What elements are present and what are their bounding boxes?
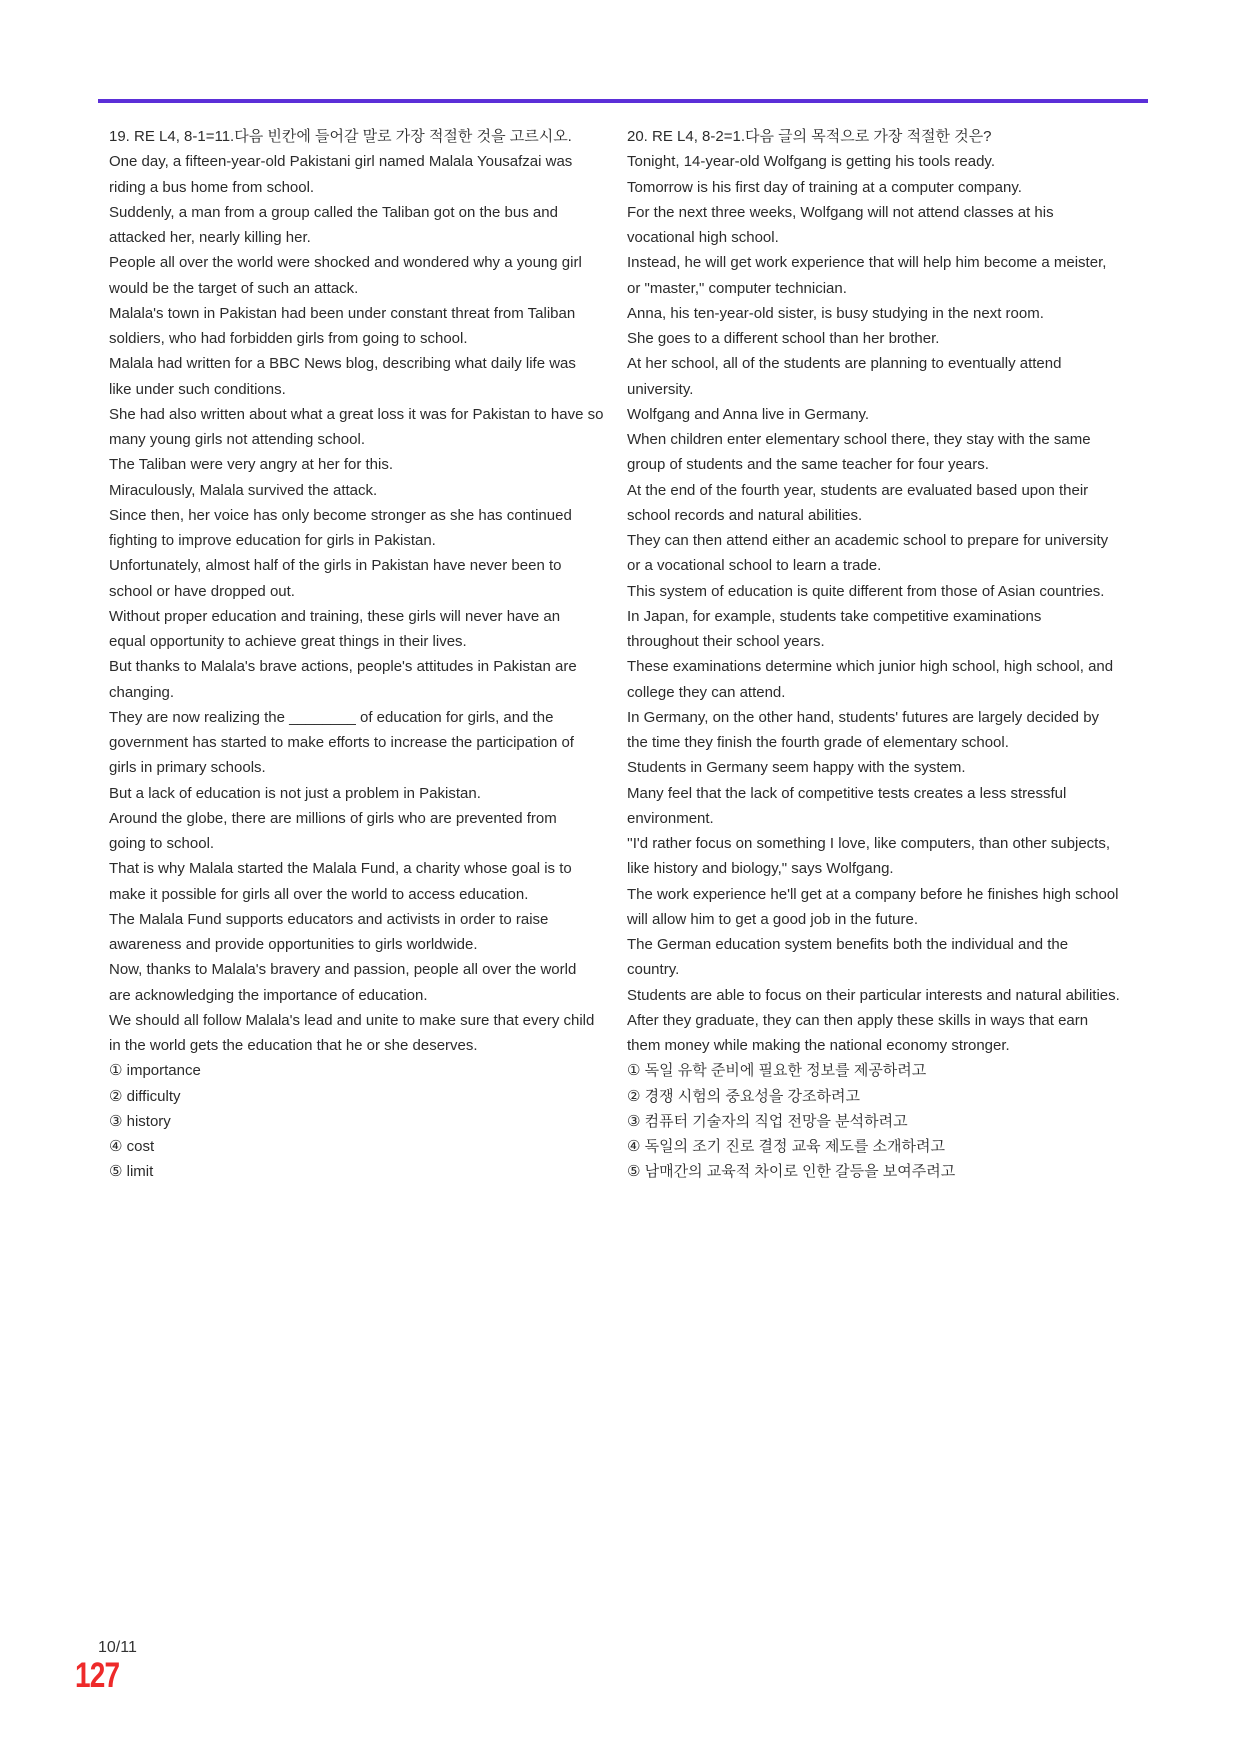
passage-line: Suddenly, a man from a group called the Taliban got on the bus and xyxy=(109,203,558,221)
passage-sentence xyxy=(627,882,1187,933)
choice-3: ③ history xyxy=(109,1112,171,1130)
question-20 xyxy=(627,124,1187,1185)
passage-line: The work experience he'll get at a company before he finishes high school xyxy=(627,885,1119,903)
passage xyxy=(627,149,1187,1058)
passage-sentence xyxy=(627,250,1187,301)
passage-line: Wolfgang and Anna live in Germany. xyxy=(627,405,870,423)
passage-line: or "master," computer technician. xyxy=(627,279,847,297)
passage-line: are acknowledging the importance of education. xyxy=(109,986,428,1004)
passage-sentence xyxy=(627,326,1187,351)
passage-line: school or have dropped out. xyxy=(109,582,295,600)
question-19 xyxy=(109,124,621,1185)
passage-line: attacked her, nearly killing her. xyxy=(109,229,311,246)
passage-line: fighting to improve education for girls in Pakistan. xyxy=(109,532,436,549)
passage-line: Malala had written for a BBC News blog, describing what daily life was xyxy=(109,355,576,373)
passage-line: soldiers, who had forbidden girls from going to school. xyxy=(109,330,468,347)
passage-sentence xyxy=(109,553,621,604)
choice-2: ② 경쟁 시험의 중요성을 강조하려고 xyxy=(627,1087,860,1105)
passage-sentence xyxy=(627,1008,1187,1059)
passage-line: But a lack of education is not just a problem in Pakistan. xyxy=(109,784,481,802)
passage-line: them money while making the national economy stronger. xyxy=(627,1037,1010,1054)
page-number: 127 xyxy=(75,1656,120,1695)
passage-line: Tonight, 14-year-old Wolfgang is getting his tools ready. xyxy=(627,153,995,171)
passage-sentence xyxy=(109,957,621,1008)
question-header: 20. RE L4, 8-2=1.다음 글의 목적으로 가장 적절한 것은? xyxy=(627,128,992,145)
passage-sentence xyxy=(627,175,1187,200)
passage-line: or a vocational school to learn a trade. xyxy=(627,557,882,575)
choice-1: ① importance xyxy=(109,1062,201,1080)
passage-line: Since then, her voice has only become stronger as she has continued xyxy=(109,506,572,524)
passage-line: like history and biology," says Wolfgang. xyxy=(627,860,894,878)
passage-line: Unfortunately, almost half of the girls in Pakistan have never been to xyxy=(109,557,562,575)
passage-sentence xyxy=(627,402,1187,427)
passage-line: changing. xyxy=(109,683,175,701)
passage-line: Around the globe, there are millions of girls who are prevented from xyxy=(109,809,557,827)
passage-sentence xyxy=(627,427,1187,478)
passage-line: Tomorrow is his first day of training at a computer company. xyxy=(627,178,1022,196)
passage-sentence-with-blank xyxy=(109,705,621,781)
passage-line: For the next three weeks, Wolfgang will not attend classes at his xyxy=(627,203,1054,221)
passage-line: riding a bus home from school. xyxy=(109,178,315,196)
passage-line: They can then attend either an academic school to prepare for university xyxy=(627,532,1109,549)
passage-sentence xyxy=(109,301,621,352)
passage-line: One day, a fifteen-year-old Pakistani girl named Malala Yousafzai was xyxy=(109,153,573,171)
passage-line: The Taliban were very angry at her for this. xyxy=(109,456,394,474)
choice-4: ④ 독일의 조기 진로 결정 교육 제도를 소개하려고 xyxy=(627,1138,945,1155)
passage-line: equal opportunity to achieve great things in their lives. xyxy=(109,633,467,650)
passage-sentence xyxy=(109,200,621,251)
passage-line: going to school. xyxy=(109,835,215,852)
passage-sentence xyxy=(109,806,621,857)
passage-line: After they graduate, they can then apply these skills in ways that earn xyxy=(627,1011,1089,1029)
choice-2: ② difficulty xyxy=(109,1087,181,1105)
passage-line: Many feel that the lack of competitive tests creates a less stressful xyxy=(627,784,1067,802)
passage-sentence xyxy=(627,755,1187,780)
passage-line: throughout their school years. xyxy=(627,633,825,650)
passage-line: Students in Germany seem happy with the system. xyxy=(627,759,966,777)
passage-sentence xyxy=(109,149,621,200)
choice-5: ⑤ 남매간의 교육적 차이로 인한 갈등을 보여주려고 xyxy=(627,1163,956,1181)
passage-sentence xyxy=(109,1008,621,1059)
passage-line: Instead, he will get work experience that will help him become a meister, xyxy=(627,254,1107,272)
question-header: 19. RE L4, 8-1=11.다음 빈칸에 들어갈 말로 가장 적절한 것을 고르시오. xyxy=(109,128,572,145)
answer-choices xyxy=(627,1058,1187,1184)
passage-line: She goes to a different school than her brother. xyxy=(627,330,940,347)
passage-line: Students are able to focus on their particular interests and natural abilities. xyxy=(627,986,1120,1004)
passage-sentence xyxy=(627,831,1187,882)
passage-line: would be the target of such an attack. xyxy=(109,279,359,297)
passage-line: But thanks to Malala's brave actions, people's attitudes in Pakistan are xyxy=(109,658,577,676)
passage-line: Miraculously, Malala survived the attack. xyxy=(109,481,378,499)
answer-choices xyxy=(109,1058,621,1184)
passage-line: Now, thanks to Malala's bravery and passion, people all over the world xyxy=(109,961,577,979)
passage-sentence xyxy=(627,528,1187,579)
passage-sentence xyxy=(109,781,621,806)
passage-line: The German education system benefits both the individual and the xyxy=(627,936,1069,953)
passage-line: When children enter elementary school there, they stay with the same xyxy=(627,431,1091,448)
passage-sentence xyxy=(109,503,621,554)
passage-line: Without proper education and training, these girls will never have an xyxy=(109,607,561,625)
passage-line: girls in primary schools. xyxy=(109,759,266,777)
passage xyxy=(109,149,621,1058)
passage-sentence xyxy=(109,478,621,503)
passage-line: environment. xyxy=(627,809,714,827)
passage-line: school records and natural abilities. xyxy=(627,506,863,524)
passage-line: like under such conditions. xyxy=(109,380,286,398)
passage-line: We should all follow Malala's lead and unite to make sure that every child xyxy=(109,1011,595,1029)
passage-sentence xyxy=(627,781,1187,832)
passage-sentence xyxy=(627,200,1187,251)
passage-line: make it possible for girls all over the world to access education. xyxy=(109,885,529,903)
passage-sentence xyxy=(627,604,1187,655)
choice-1: ① 독일 유학 준비에 필요한 정보를 제공하려고 xyxy=(627,1062,927,1080)
passage-sentence xyxy=(109,452,621,477)
passage-sentence xyxy=(109,654,621,705)
page-progress: 10/11 xyxy=(98,1639,137,1656)
choice-5: ⑤ limit xyxy=(109,1163,154,1181)
passage-sentence xyxy=(109,250,621,301)
passage-line: These examinations determine which junior high school, high school, and xyxy=(627,658,1114,676)
passage-sentence xyxy=(627,149,1187,174)
passage-sentence xyxy=(109,604,621,655)
passage-sentence xyxy=(627,478,1187,529)
header-rule xyxy=(98,99,1148,103)
passage-line: They are now realizing the ________ of education for girls, and the xyxy=(109,708,554,726)
passage-line: People all over the world were shocked and wondered why a young girl xyxy=(109,254,582,272)
passage-line: group of students and the same teacher for four years. xyxy=(627,456,989,474)
passage-line: In Japan, for example, students take competitive examinations xyxy=(627,607,1042,625)
passage-line: In Germany, on the other hand, students' futures are largely decided by xyxy=(627,708,1100,726)
passage-sentence xyxy=(109,402,621,453)
passage-line: country. xyxy=(627,961,680,979)
passage-line: college they can attend. xyxy=(627,683,786,701)
passage-line: The Malala Fund supports educators and activists in order to raise xyxy=(109,910,549,928)
passage-line: At her school, all of the students are planning to eventually attend xyxy=(627,355,1062,373)
passage-line: will allow him to get a good job in the future. xyxy=(627,910,918,928)
passage-line: At the end of the fourth year, students are evaluated based upon their xyxy=(627,481,1089,499)
passage-sentence xyxy=(627,351,1187,402)
passage-sentence xyxy=(627,705,1187,756)
passage-line: in the world gets the education that he or she deserves. xyxy=(109,1037,478,1054)
passage-sentence xyxy=(627,932,1187,983)
passage-line: She had also written about what a great loss it was for Pakistan to have so xyxy=(109,405,604,423)
passage-sentence xyxy=(627,301,1187,326)
passage-sentence xyxy=(627,983,1187,1008)
passage-line: awareness and provide opportunities to girls worldwide. xyxy=(109,936,478,953)
passage-line: vocational high school. xyxy=(627,229,779,246)
passage-line: This system of education is quite different from those of Asian countries. xyxy=(627,582,1105,600)
passage-line: many young girls not attending school. xyxy=(109,431,365,448)
choice-4: ④ cost xyxy=(109,1138,155,1155)
passage-line: the time they finish the fourth grade of elementary school. xyxy=(627,734,1009,751)
passage-line: ''I'd rather focus on something I love, like computers, than other subjects, xyxy=(627,835,1111,852)
passage-sentence xyxy=(109,907,621,958)
passage-line: Malala's town in Pakistan had been under constant threat from Taliban xyxy=(109,304,576,322)
passage-line: government has started to make efforts to increase the participation of xyxy=(109,734,574,751)
passage-line: university. xyxy=(627,380,694,398)
passage-sentence xyxy=(627,579,1187,604)
passage-line: That is why Malala started the Malala Fund, a charity whose goal is to xyxy=(109,860,572,878)
passage-line: Anna, his ten-year-old sister, is busy studying in the next room. xyxy=(627,304,1044,322)
passage-sentence xyxy=(627,654,1187,705)
passage-sentence xyxy=(109,351,621,402)
choice-3: ③ 컴퓨터 기술자의 직업 전망을 분석하려고 xyxy=(627,1112,908,1130)
passage-sentence xyxy=(109,856,621,907)
